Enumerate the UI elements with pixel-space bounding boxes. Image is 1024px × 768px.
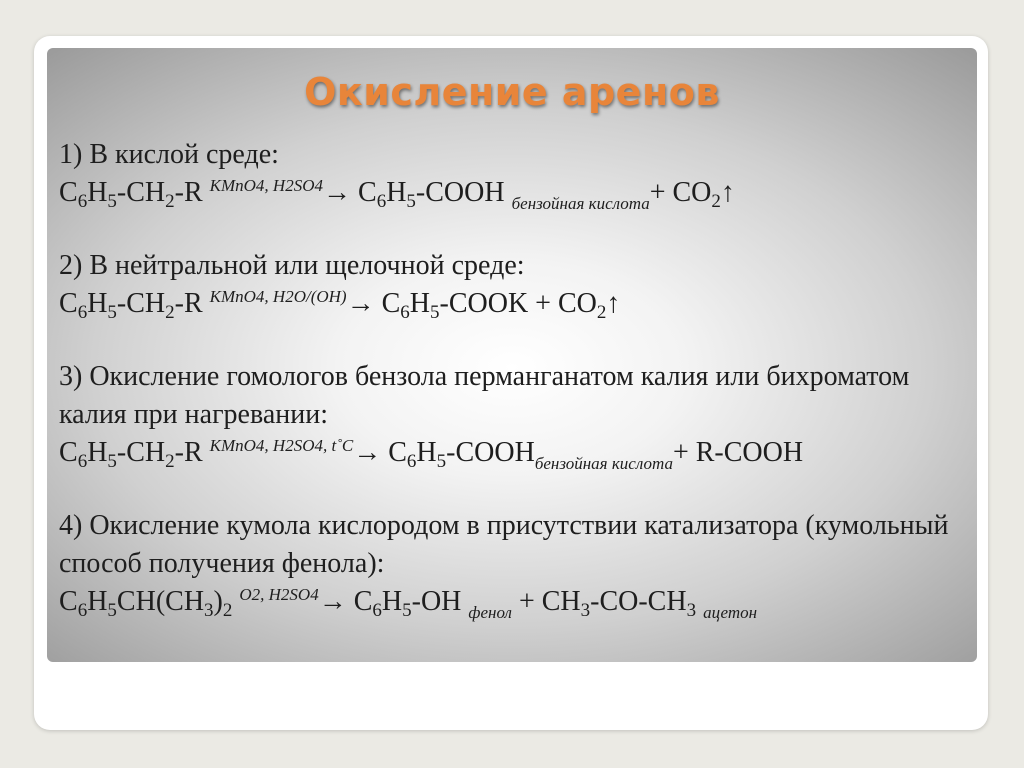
slide-body <box>59 136 969 621</box>
section-4-heading: 4) Окисление кумола кислородом в присутствии катализатора (кумольный способ получения фенола): <box>59 510 949 579</box>
reaction-conditions: KMnO4, H2SO4, t˚C <box>209 436 354 455</box>
section-3-heading: 3) Окисление гомологов бензола перманганатом калия или бихроматом калия при нагревании: <box>59 361 910 430</box>
section-2-heading: 2) В нейтральной или щелочной среде: <box>59 250 525 281</box>
product-label: бензойная кислота <box>511 194 650 213</box>
product-label-phenol: фенол <box>468 603 512 622</box>
section-1-equation: $C_6H_5-CH_2-R$ $^{KMnO4, H2SO4}\to C_6H_5$-COOH $_{бензойная кислота}+ CO_2↑$ <box>59 176 735 213</box>
section-2-equation: $C_6H_5-CH_2-R$ $^{KMnO4, H2O/(OH)}\to C_6H_5$-COOK + $CO_2↑$ <box>59 287 621 323</box>
product-label-acetone: ацетон <box>703 603 758 622</box>
slide-title: Окисление аренов <box>304 70 720 114</box>
reaction-conditions: O2, H2SO4 <box>239 585 319 604</box>
reaction-conditions: KMnO4, H2O/(OH) <box>209 287 347 306</box>
section-1-heading: 1) В кислой среде: <box>59 139 279 170</box>
product-label: бензойная кислота <box>534 454 673 473</box>
section-3-equation: $C_6H_5-CH_2-R$ $^{KMnO4, H2SO4, t˚C}\to C_6H_5-COOH_{бензойная кислота}+$ R-COOH <box>59 436 804 473</box>
section-4-equation: $C_6H_5CH(CH_3)_2$ $^{O2, H2SO4}\to C_6H_5-OH$ $_{фенол} + CH_3-CO-CH_3$ $_{ацетон}$ <box>59 585 758 622</box>
reaction-conditions: KMnO4, H2SO4 <box>209 176 323 195</box>
